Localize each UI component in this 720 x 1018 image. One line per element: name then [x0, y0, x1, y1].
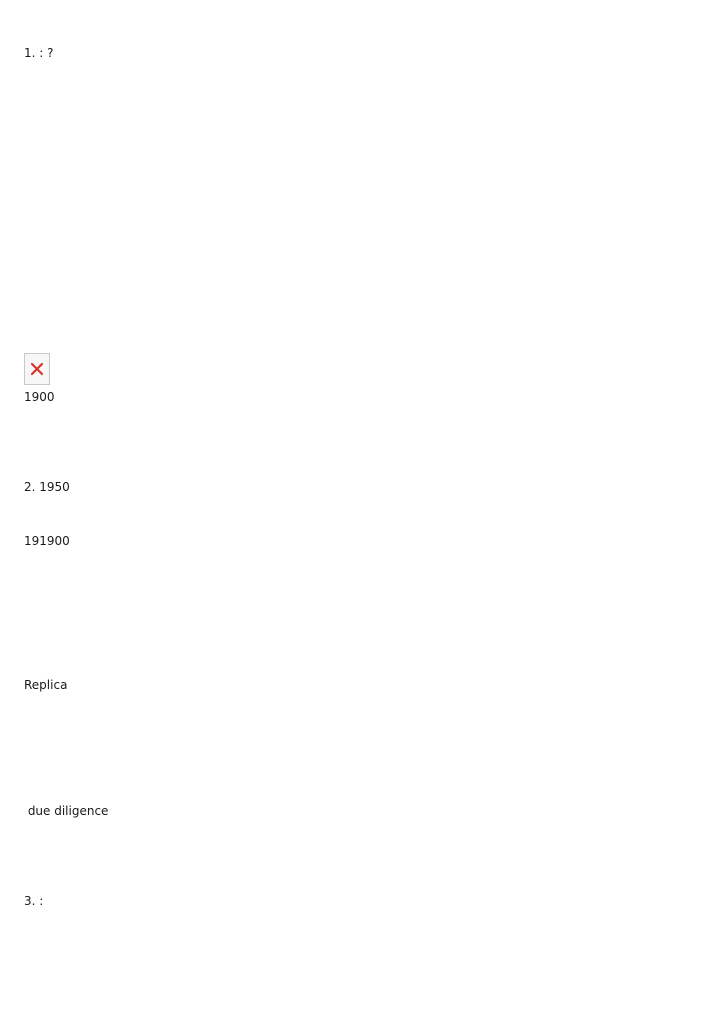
text-line: [24, 442, 696, 460]
blank-line: [24, 838, 696, 856]
text-line: 3. 󠀠󠀠󠀠󠀠󠀠󠀠󠀠󠀠󠀠󠀠󠀠󠀠󠀠󠀠󠀠󠀠󠀠󠀠󠀠󠀠󠀠󠀠󠀠󠀠󠀠󠀠󠀠󠀠󠀠󠀠󠀠󠀠󠀠󠀠󠀠󠀠󠀠󠀠󠀠󠀠󠀠󠀠󠀠󠀠󠀠󠀠󠀠󠀠󠀠󠀠󠀠:󠀠󠀠󠀠󠀠󠀠󠀠󠀠󠀠󠀠󠀠󠀠󠀠󠀠󠀠󠀠󠀠󠀠󠀠󠀠󠀠󠀠󠀠󠀠󠀠󠀠󠀠󠀠󠀠󠀠: [24, 894, 44, 908]
text-line: [24, 748, 696, 766]
text-line: [24, 424, 696, 442]
blank-line: [24, 278, 696, 296]
text-line: [24, 188, 696, 206]
blank-line: [24, 604, 696, 622]
text-line: [24, 296, 696, 314]
text-block-top: [24, 44, 696, 350]
blank-line: [24, 730, 696, 748]
text-line: 󠀠󠀠󠀠󠀠󠀠󠀠󠀠󠀠󠀠󠀠󠀠󠀠󠀠󠀠󠀠󠀠󠀠󠀠󠀠󠀠󠀠󠀠󠀠󠀠󠀠󠀠󠀠󠀠󠀠󠀠󠀠󠀠󠀠󠀠󠀠󠀠󠀠󠀠󠀠󠀠󠀠󠀠󠀠󠀠󠀠󠀠󠀠󠀠󠀠󠀠󠀠󠀠󠀠󠀠󠀠󠀠 due diligence: [24, 804, 109, 818]
text-line: [24, 134, 696, 152]
blank-line: [24, 406, 696, 424]
blank-line: [24, 694, 696, 712]
blank-line: [24, 658, 696, 676]
blank-line: [24, 80, 696, 98]
text-line: [24, 712, 696, 730]
blank-line: [24, 116, 696, 134]
text-line: [24, 784, 696, 802]
blank-line: [24, 206, 696, 224]
document-body: [24, 44, 696, 910]
blank-line: [24, 766, 696, 784]
text-line: [24, 98, 696, 116]
text-line: [24, 62, 696, 80]
broken-image-icon: [24, 353, 50, 385]
close-icon: [30, 362, 44, 376]
text-block-bottom: [24, 388, 696, 910]
blank-line: [24, 460, 696, 478]
text-line: [24, 568, 696, 586]
text-line: 2. 1950󠀠󠀠󠀠󠀠󠀠󠀠󠀠󠀠󠀠󠀠󠀠󠀠󠀠󠀠󠀠󠀠󠀠󠀠󠀠󠀠󠀠󠀠󠀠󠀠󠀠󠀠󠀠󠀠󠀠󠀠󠀠󠀠󠀠󠀠󠀠󠀠󠀠󠀠󠀠󠀠󠀠󠀠󠀠󠀠󠀠󠀠󠀠󠀠󠀠󠀠󠀠󠀠󠀠󠀠󠀠󠀠: [24, 480, 70, 494]
blank-line: [24, 496, 696, 514]
text-line: 1. 󠀠󠀠󠀠󠀠󠀠󠀠󠀠󠀠󠀠󠀠󠀠󠀠󠀠󠀠󠀠󠀠󠀠󠀠󠀠󠀠󠀠󠀠󠀠󠀠󠀠󠀠󠀠󠀠󠀠󠀠󠀠󠀠󠀠󠀠󠀠󠀠󠀠: 󠀠󠀠󠀠󠀠󠀠󠀠󠀠󠀠󠀠󠀠󠀠󠀠󠀠󠀠󠀠󠀠󠀠󠀠󠀠󠀠󠀠?: [24, 46, 54, 60]
text-line: [24, 820, 696, 838]
text-line: Replica󠀠󠀠󠀠󠀠󠀠󠀠󠀠󠀠󠀠󠀠󠀠󠀠󠀠󠀠󠀠󠀠󠀠󠀠󠀠󠀠󠀠󠀠󠀠󠀠󠀠󠀠󠀠󠀠󠀠󠀠󠀠󠀠󠀠󠀠󠀠󠀠󠀠󠀠󠀠󠀠󠀠󠀠󠀠󠀠󠀠󠀠󠀠󠀠󠀠󠀠󠀠󠀠󠀠󠀠󠀠󠀠󠀠󠀠󠀠󠀠󠀠󠀠󠀠󠀠󠀠󠀠󠀠󠀠󠀠󠀠󠀠󠀠󠀠󠀠󠀠󠀠󠀠󠀠󠀠󠀠󠀠󠀠: [24, 678, 68, 692]
text-line: [24, 314, 696, 332]
text-line: [24, 586, 696, 604]
text-line: [24, 640, 696, 658]
text-line: 1900󠀠󠀠󠀠󠀠󠀠󠀠󠀠󠀠󠀠󠀠󠀠󠀠󠀠󠀠󠀠󠀠󠀠󠀠󠀠󠀠󠀠󠀠󠀠󠀠󠀠󠀠󠀠󠀠󠀠󠀠󠀠󠀠󠀠󠀠󠀠󠀠󠀠󠀠󠀠󠀠󠀠󠀠󠀠󠀠󠀠󠀠󠀠󠀠󠀠󠀠󠀠󠀠󠀠󠀠󠀠󠀠󠀠󠀠󠀠󠀠󠀠󠀠󠀠󠀠󠀠󠀠󠀠󠀠󠀠󠀠󠀠󠀠󠀠󠀠󠀠󠀠󠀠󠀠󠀠: [24, 390, 55, 404]
text-line: [24, 260, 696, 278]
text-line: [24, 332, 696, 350]
blank-line: [24, 170, 696, 188]
text-line: [24, 514, 696, 532]
blank-line: [24, 242, 696, 260]
text-line: [24, 152, 696, 170]
text-line: 󠀠󠀠󠀠19󠀠󠀠󠀠󠀠󠀠󠀠󠀠󠀠󠀠󠀠󠀠󠀠󠀠󠀠󠀠󠀠󠀠󠀠󠀠󠀠󠀠󠀠󠀠󠀠󠀠󠀠󠀠󠀠󠀠󠀠󠀠󠀠󠀠󠀠󠀠󠀠󠀠󠀠󠀠󠀠󠀠󠀠󠀠󠀠󠀠󠀠󠀠󠀠󠀠󠀠󠀠󠀠󠀠󠀠󠀠󠀠󠀠󠀠󠀠󠀠󠀠󠀠󠀠󠀠󠀠󠀠󠀠󠀠󠀠󠀠󠀠󠀠󠀠󠀠󠀠󠀠1900󠀠󠀠󠀠󠀠󠀠󠀠󠀠󠀠󠀠󠀠󠀠󠀠󠀠󠀠󠀠󠀠󠀠: [24, 534, 70, 548]
text-line: [24, 622, 696, 640]
blank-line: [24, 874, 696, 892]
text-line: [24, 856, 696, 874]
blank-line: [24, 550, 696, 568]
text-line: [24, 224, 696, 242]
